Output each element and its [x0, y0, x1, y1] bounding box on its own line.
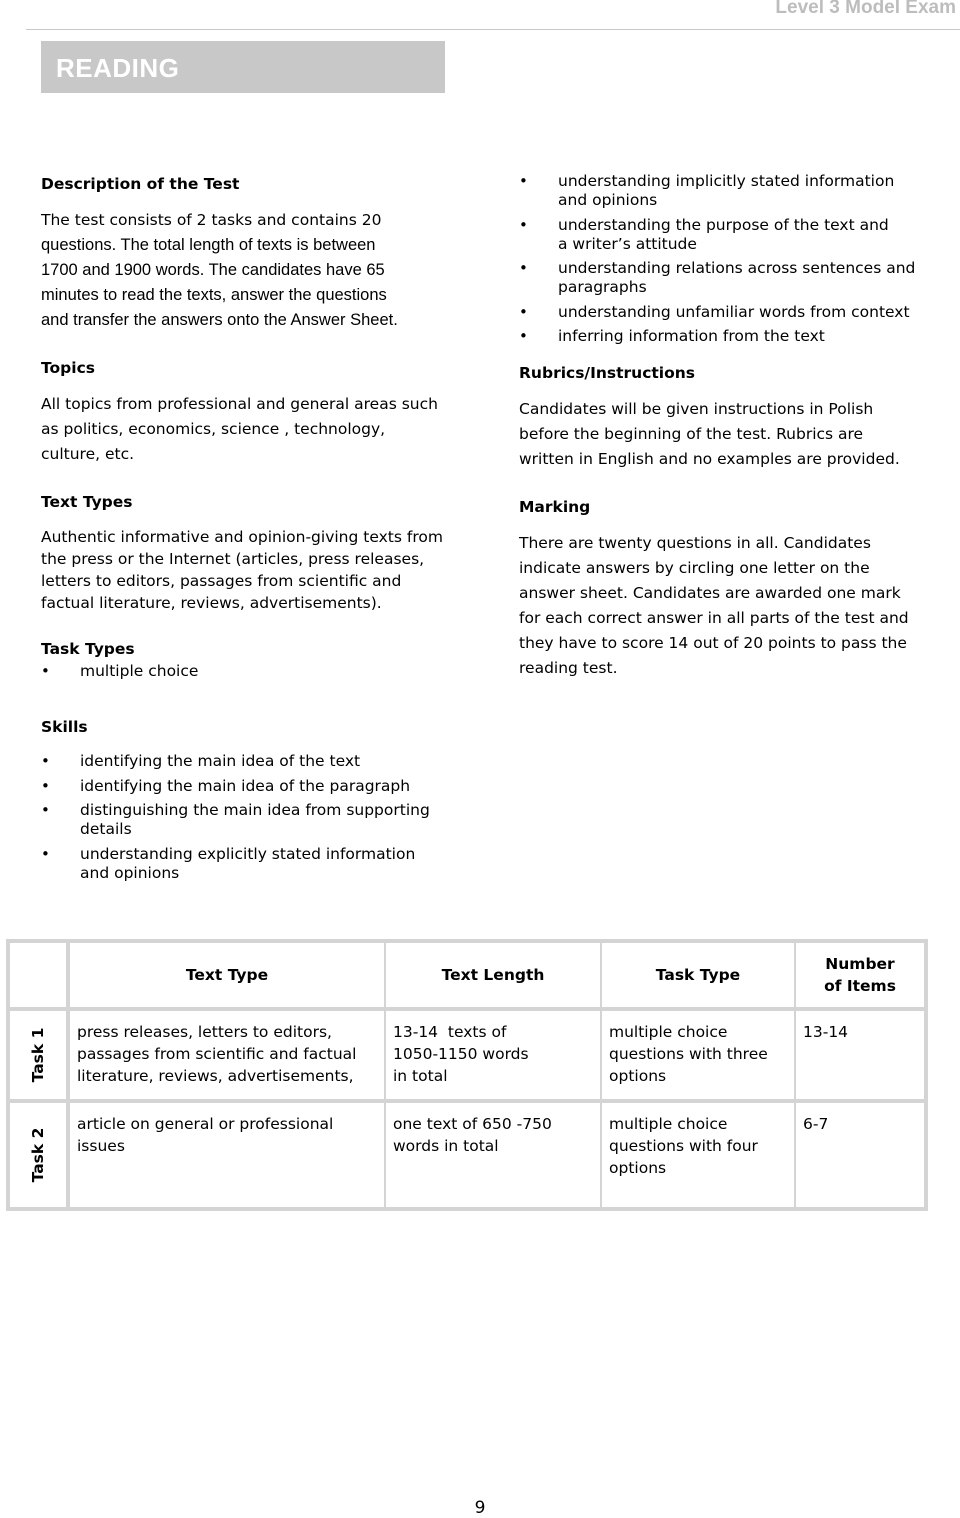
text-types-line: Authentic informative and opinion-giving texts from	[41, 528, 443, 546]
bullet-icon: •	[41, 776, 50, 795]
bullet-icon: •	[41, 752, 50, 770]
table-row	[9, 1010, 925, 1102]
left-column	[41, 172, 461, 687]
task-types-list	[41, 662, 461, 681]
rubrics-paragraph	[519, 397, 939, 472]
topics-line: All topics from professional and general areas such	[41, 395, 438, 413]
text-type-cell: article on general or professional issues	[69, 1102, 385, 1208]
header-divider	[26, 29, 960, 30]
header-task-type: Task Type	[601, 942, 795, 1010]
description-line: The test consists of 2 tasks and contains 20	[41, 211, 382, 229]
marking-line: for each correct answer in all parts of the test and	[519, 609, 909, 627]
skills-section	[41, 715, 461, 888]
rubrics-line: Candidates will be given instructions in Polish	[519, 400, 874, 418]
topics-line: culture, etc.	[41, 445, 135, 463]
list-item: • understanding implicitly stated information and opinions	[519, 172, 895, 209]
description-line: minutes to read the texts, answer the questions	[41, 286, 387, 304]
skills-continued-list	[480, 172, 939, 346]
exam-header-title: Level 3 Model Exam	[775, 0, 956, 18]
marking-line: There are twenty questions in all. Candidates	[519, 534, 871, 552]
rubrics-line: before the beginning of the test. Rubrics are	[519, 425, 864, 443]
text-types-line: factual literature, reviews, advertisements).	[41, 594, 382, 612]
items-cell: 13-14	[795, 1010, 925, 1102]
list-item: • understanding explicitly stated information and opinions	[41, 844, 416, 882]
rubrics-line: written in English and no examples are provided.	[519, 450, 900, 468]
header-number-of-items: Number of Items	[795, 942, 925, 1010]
bullet-icon: •	[519, 172, 528, 190]
description-paragraph	[41, 208, 461, 333]
description-line: questions. The total length of texts is between	[41, 236, 376, 254]
section-banner: READING	[41, 41, 445, 93]
topics-line: as politics, economics, science , technology,	[41, 420, 386, 438]
list-item: • understanding relations across sentences and paragraphs	[519, 259, 916, 296]
marking-line: reading test.	[519, 659, 618, 677]
marking-line: they have to score 14 out of 20 points to pass the	[519, 634, 907, 652]
text-type-cell: press releases, letters to editors, passages from scientific and factual literature, reviews, advertisements,	[69, 1010, 385, 1102]
table-header-row	[9, 942, 925, 1010]
description-line: and transfer the answers onto the Answer Sheet.	[41, 311, 398, 329]
tasks-table	[6, 939, 928, 1211]
description-heading: Description of the Test	[41, 175, 240, 193]
topics-paragraph	[41, 392, 461, 467]
task-label-cell	[9, 1102, 69, 1208]
task-label: Task 1	[29, 1027, 47, 1083]
marking-line: indicate answers by circling one letter on the	[519, 559, 870, 577]
skills-list	[41, 752, 461, 883]
text-types-paragraph	[41, 526, 461, 614]
description-line: 1700 and 1900 words. The candidates have 65	[41, 261, 385, 279]
topics-heading: Topics	[41, 359, 95, 377]
task-type-cell: multiple choice questions with four options	[601, 1102, 795, 1208]
list-item: • identifying the main idea of the paragraph	[41, 776, 411, 795]
header-text-length: Text Length	[385, 942, 601, 1010]
text-types-line: the press or the Internet (articles, press releases,	[41, 550, 425, 568]
table-row	[9, 1102, 925, 1208]
list-item: • understanding unfamiliar words from context	[519, 302, 910, 321]
task-label: Task 2	[29, 1127, 47, 1183]
task-type-cell: multiple choice questions with three options	[601, 1010, 795, 1102]
bullet-icon: •	[519, 327, 528, 345]
marking-paragraph	[519, 531, 939, 681]
text-length-cell: 13-14 texts of 1050-1150 words in total	[385, 1010, 601, 1102]
items-cell: 6-7	[795, 1102, 925, 1208]
bullet-icon: •	[519, 302, 528, 321]
rubrics-heading: Rubrics/Instructions	[519, 364, 696, 382]
text-types-heading: Text Types	[41, 493, 133, 511]
marking-line: answer sheet. Candidates are awarded one mark	[519, 584, 901, 602]
list-item: • understanding the purpose of the text and a writer’s attitude	[519, 215, 889, 253]
bullet-icon: •	[519, 259, 528, 277]
list-item: • inferring information from the text	[519, 327, 825, 345]
bullet-icon: •	[41, 662, 50, 680]
marking-heading: Marking	[519, 498, 591, 516]
skills-heading: Skills	[41, 718, 88, 736]
page-number: 9	[474, 1498, 486, 1518]
list-item: • multiple choice	[41, 662, 199, 680]
list-item: • identifying the main idea of the text	[41, 752, 361, 770]
bullet-icon: •	[41, 801, 50, 819]
table-corner-cell	[9, 942, 69, 1010]
right-column	[519, 172, 939, 681]
header-text-type: Text Type	[69, 942, 385, 1010]
text-length-cell: one text of 650 -750 words in total	[385, 1102, 601, 1208]
text-types-line: letters to editors, passages from scientific and	[41, 572, 402, 590]
bullet-icon: •	[41, 844, 50, 863]
task-types-heading: Task Types	[41, 640, 135, 658]
list-item: • distinguishing the main idea from supporting details	[41, 801, 430, 838]
task-label-cell	[9, 1010, 69, 1102]
bullet-icon: •	[519, 215, 528, 234]
